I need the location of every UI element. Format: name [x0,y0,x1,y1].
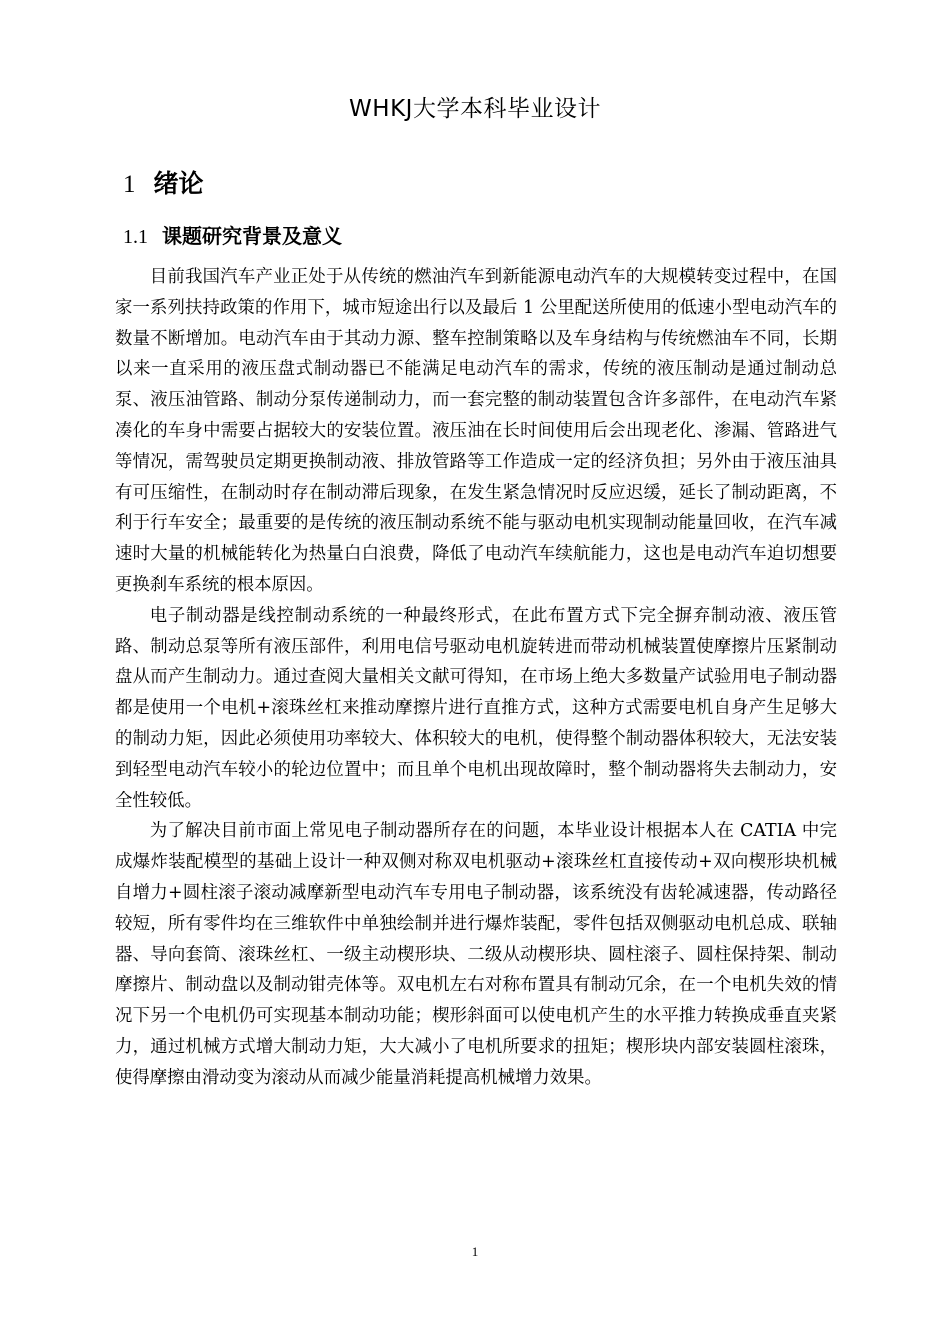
running-header-title: WHKJ大学本科毕业设计 [349,96,601,122]
paragraph: 为了解决目前市面上常见电子制动器所存在的问题，本毕业设计根据本人在 CATIA 中完成爆炸装配模型的基础上设计一种双侧对称双电机驱动+滚珠丝杠直接传动+双向楔形块机械自增力+圆柱滚子滚动减摩新型电动汽车专用电子制动器，该系统没有齿轮减速器，传动路径较短，所有零件均在三维软件中单独绘制并进行爆炸装配，零件包括双侧驱动电机总成、联轴器、导向套筒、滚珠丝杠、一级主动楔形块、二级从动楔形块、圆柱滚子、圆柱保持架、制动摩擦片、制动盘以及制动钳壳体等。双电机左右对称布置具有制动冗余，在一个电机失效的情况下另一个电机仍可实现基本制动功能；楔形斜面可以使电机产生的水平推力转换成垂直夹紧力，通过机械方式增大制动力矩，大大减小了电机所要求的扭矩；楔形块内部安装圆柱滚珠，使得摩擦由滑动变为滚动从而减少能量消耗提高机械增力效果。 [115,821,837,1088]
chapter-title: 绪论 [153,169,204,198]
section-title: 课题研究背景及意义 [162,224,342,248]
section-heading [123,220,342,249]
paragraph: 目前我国汽车产业正处于从传统的燃油汽车到新能源电动汽车的大规模转变过程中，在国家一系列扶持政策的作用下，城市短途出行以及最后 1 公里配送所使用的低速小型电动汽车的数量不断增加。电动汽车由于其动力源、整车控制策略以及车身结构与传统燃油车不同，长期以来一直采用的液压盘式制动器已不能满足电动汽车的需求，传统的液压制动是通过制动总泵、液压油管路、制动分泵传递制动力，而一套完整的制动装置包含许多部件，在电动汽车紧凑化的车身中需要占据较大的安装位置。液压油在长时间使用后会出现老化、渗漏、管路进气等情况，需驾驶员定期更换制动液、排放管路等工作造成一定的经济负担；另外由于液压油具有可压缩性，在制动时存在制动滞后现象，在发生紧急情况时反应迟缓，延长了制动距离，不利于行车安全；最重要的是传统的液压制动系统不能与驱动电机实现制动能量回收，在汽车减速时大量的机械能转化为热量白白浪费，降低了电动汽车续航能力，这也是电动汽车迫切想要更换刹车系统的根本原因。 [115,267,837,595]
paragraph: 电子制动器是线控制动系统的一种最终形式，在此布置方式下完全摒弃制动液、液压管路、制动总泵等所有液压部件，利用电信号驱动电机旋转进而带动机械装置使摩擦片压紧制动盘从而产生制动力。通过查阅大量相关文献可得知，在市场上绝大多数量产试验用电子制动器都是使用一个电机+滚珠丝杠来推动摩擦片进行直推方式，这种方式需要电机自身产生足够大的制动力矩，因此必须使用功率较大、体积较大的电机，使得整个制动器体积较大，无法安装到轻型电动汽车较小的轮边位置中；而且单个电机出现故障时，整个制动器将失去制动力，安全性较低。 [115,605,837,811]
chapter-number: 1 [123,171,136,198]
body-text [115,262,837,1094]
section-number: 1.1 [123,226,148,248]
page-number: 1 [471,1244,479,1259]
chapter-heading [123,164,204,200]
